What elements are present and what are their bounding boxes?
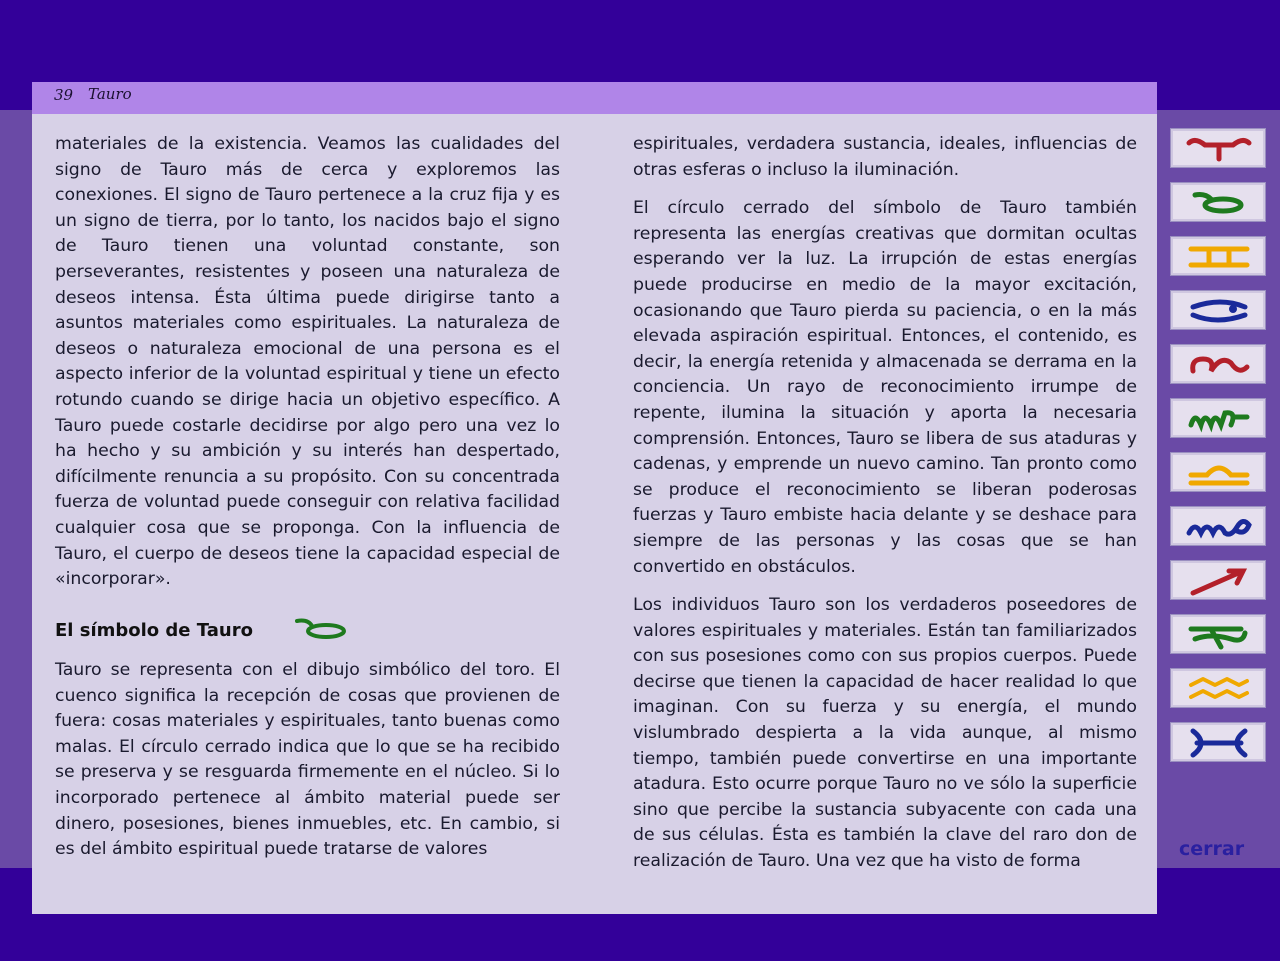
zodiac-button-leo[interactable] [1170, 344, 1266, 384]
scorpio-icon [1181, 511, 1257, 543]
right-column [633, 132, 1137, 875]
sagittarius-icon [1181, 565, 1257, 597]
paragraph: El círculo cerrado del símbolo de Tauro también representa las energías creativas que dormitan ocultas esperando ver la luz. La irrupción de estas energías puede producirse en medio de la mayor excitación, ocasionando que Tauro pierda su paciencia, o en la más elevada aspiración espiritual. Entonces, el contenido, es decir, la energía retenida y almacenada se derrama en la conciencia. Un rayo de reconocimiento irrumpe de repente, ilumina la situación y aporta la necesaria comprensión. Entonces, Tauro se libera de sus ataduras y cadenas, y emprende un nuevo camino. Tan pronto como se produce el reconocimiento se liberan poderosas fuerzas y Tauro embiste hacia delante y se deshace para siempre de las personas y las cosas que se han convertido en obstáculos. [633, 198, 1137, 577]
aquarius-icon [1181, 673, 1257, 705]
zodiac-button-cancer[interactable] [1170, 290, 1266, 330]
zodiac-button-aries[interactable] [1170, 128, 1266, 168]
paragraph: Tauro se representa con el dibujo simbólico del toro. El cuenco significa la recepción de cosas que provienen de fuera: cosas materiales y espirituales, tanto buenas como malas. El círculo cerrado indica que lo que se ha recibido se preserva y se resguarda firmemente en el núcleo. Si lo incorporado pertenece al ámbito material puede ser dinero, posesiones, bienes inmuebles, etc. En cambio, si es del ámbito espiritual puede tratarse de valores [55, 660, 560, 860]
section-heading: El símbolo de Tauro [55, 620, 253, 641]
close-button[interactable]: cerrar [1179, 838, 1245, 860]
libra-icon [1181, 457, 1257, 489]
zodiac-button-virgo[interactable] [1170, 398, 1266, 438]
book-page [32, 82, 1157, 914]
virgo-icon [1181, 403, 1257, 435]
zodiac-button-sagittarius[interactable] [1170, 560, 1266, 600]
chapter-title: Tauro [88, 85, 132, 103]
pisces-icon [1181, 727, 1257, 759]
paragraph: Los individuos Tauro son los verdaderos poseedores de valores espirituales y materiales. Están tan familiarizados con sus posesiones como con sus propios cuerpos. Puede decirse que tienen la capacidad de hacer realidad lo que imaginan. Con su fuerza y su energía, el mundo vislumbrado despierta a la vida aunque, al mismo tiempo, también puede convertirse en una importante atadura. Esto ocurre porque Tauro no ve sólo la superficie sino que percibe la sustancia subyacente con cada una de sus células. Ésta es también la clave del raro don de realización de Tauro. Una vez que ha visto de forma [633, 595, 1137, 872]
paragraph: espirituales, verdadera sustancia, ideales, influencias de otras esferas o incluso la iluminación. [633, 134, 1137, 180]
left-column-lower [55, 658, 560, 863]
zodiac-button-gemini[interactable] [1170, 236, 1266, 276]
zodiac-button-capricorn[interactable] [1170, 614, 1266, 654]
zodiac-button-pisces[interactable] [1170, 722, 1266, 762]
zodiac-button-taurus[interactable] [1170, 182, 1266, 222]
zodiac-button-libra[interactable] [1170, 452, 1266, 492]
paragraph: materiales de la existencia. Veamos las cualidades del signo de Tauro más de cerca y exploremos las conexiones. El signo de Tauro pertenece a la cruz fija y es un signo de tierra, por lo tanto, los nacidos bajo el signo de Tauro tienen una voluntad constante, son perseverantes, resistentes y poseen una naturaleza de deseos intensa. Ésta última puede dirigirse tanto a asuntos materiales como espirituales. La naturaleza de deseos o naturaleza emocional de una persona es el aspecto inferior de la voluntad espiritual y tiene un efecto rotundo cuando se dirige hacia un objetivo específico. A Tauro puede costarle decidirse por algo pero una vez lo ha hecho y su ambición y su interés han despertado, difícilmente renuncia a su propósito. Con su concentrada fuerza de voluntad puede conseguir con relativa facilidad cualquier cosa que se proponga. Con la influencia de Tauro, el cuerpo de deseos tiene la capacidad especial de «incorporar». [55, 134, 560, 590]
cancer-icon [1181, 295, 1257, 327]
zodiac-button-aquarius[interactable] [1170, 668, 1266, 708]
aries-icon [1181, 133, 1257, 165]
left-column [55, 132, 560, 593]
taurus-symbol-icon [294, 618, 348, 640]
zodiac-button-scorpio[interactable] [1170, 506, 1266, 546]
leo-icon [1181, 349, 1257, 381]
gemini-icon [1181, 241, 1257, 273]
page-header [32, 82, 1157, 114]
page-number: 39 [54, 86, 74, 104]
capricorn-icon [1181, 619, 1257, 651]
taurus-icon [1181, 187, 1257, 219]
